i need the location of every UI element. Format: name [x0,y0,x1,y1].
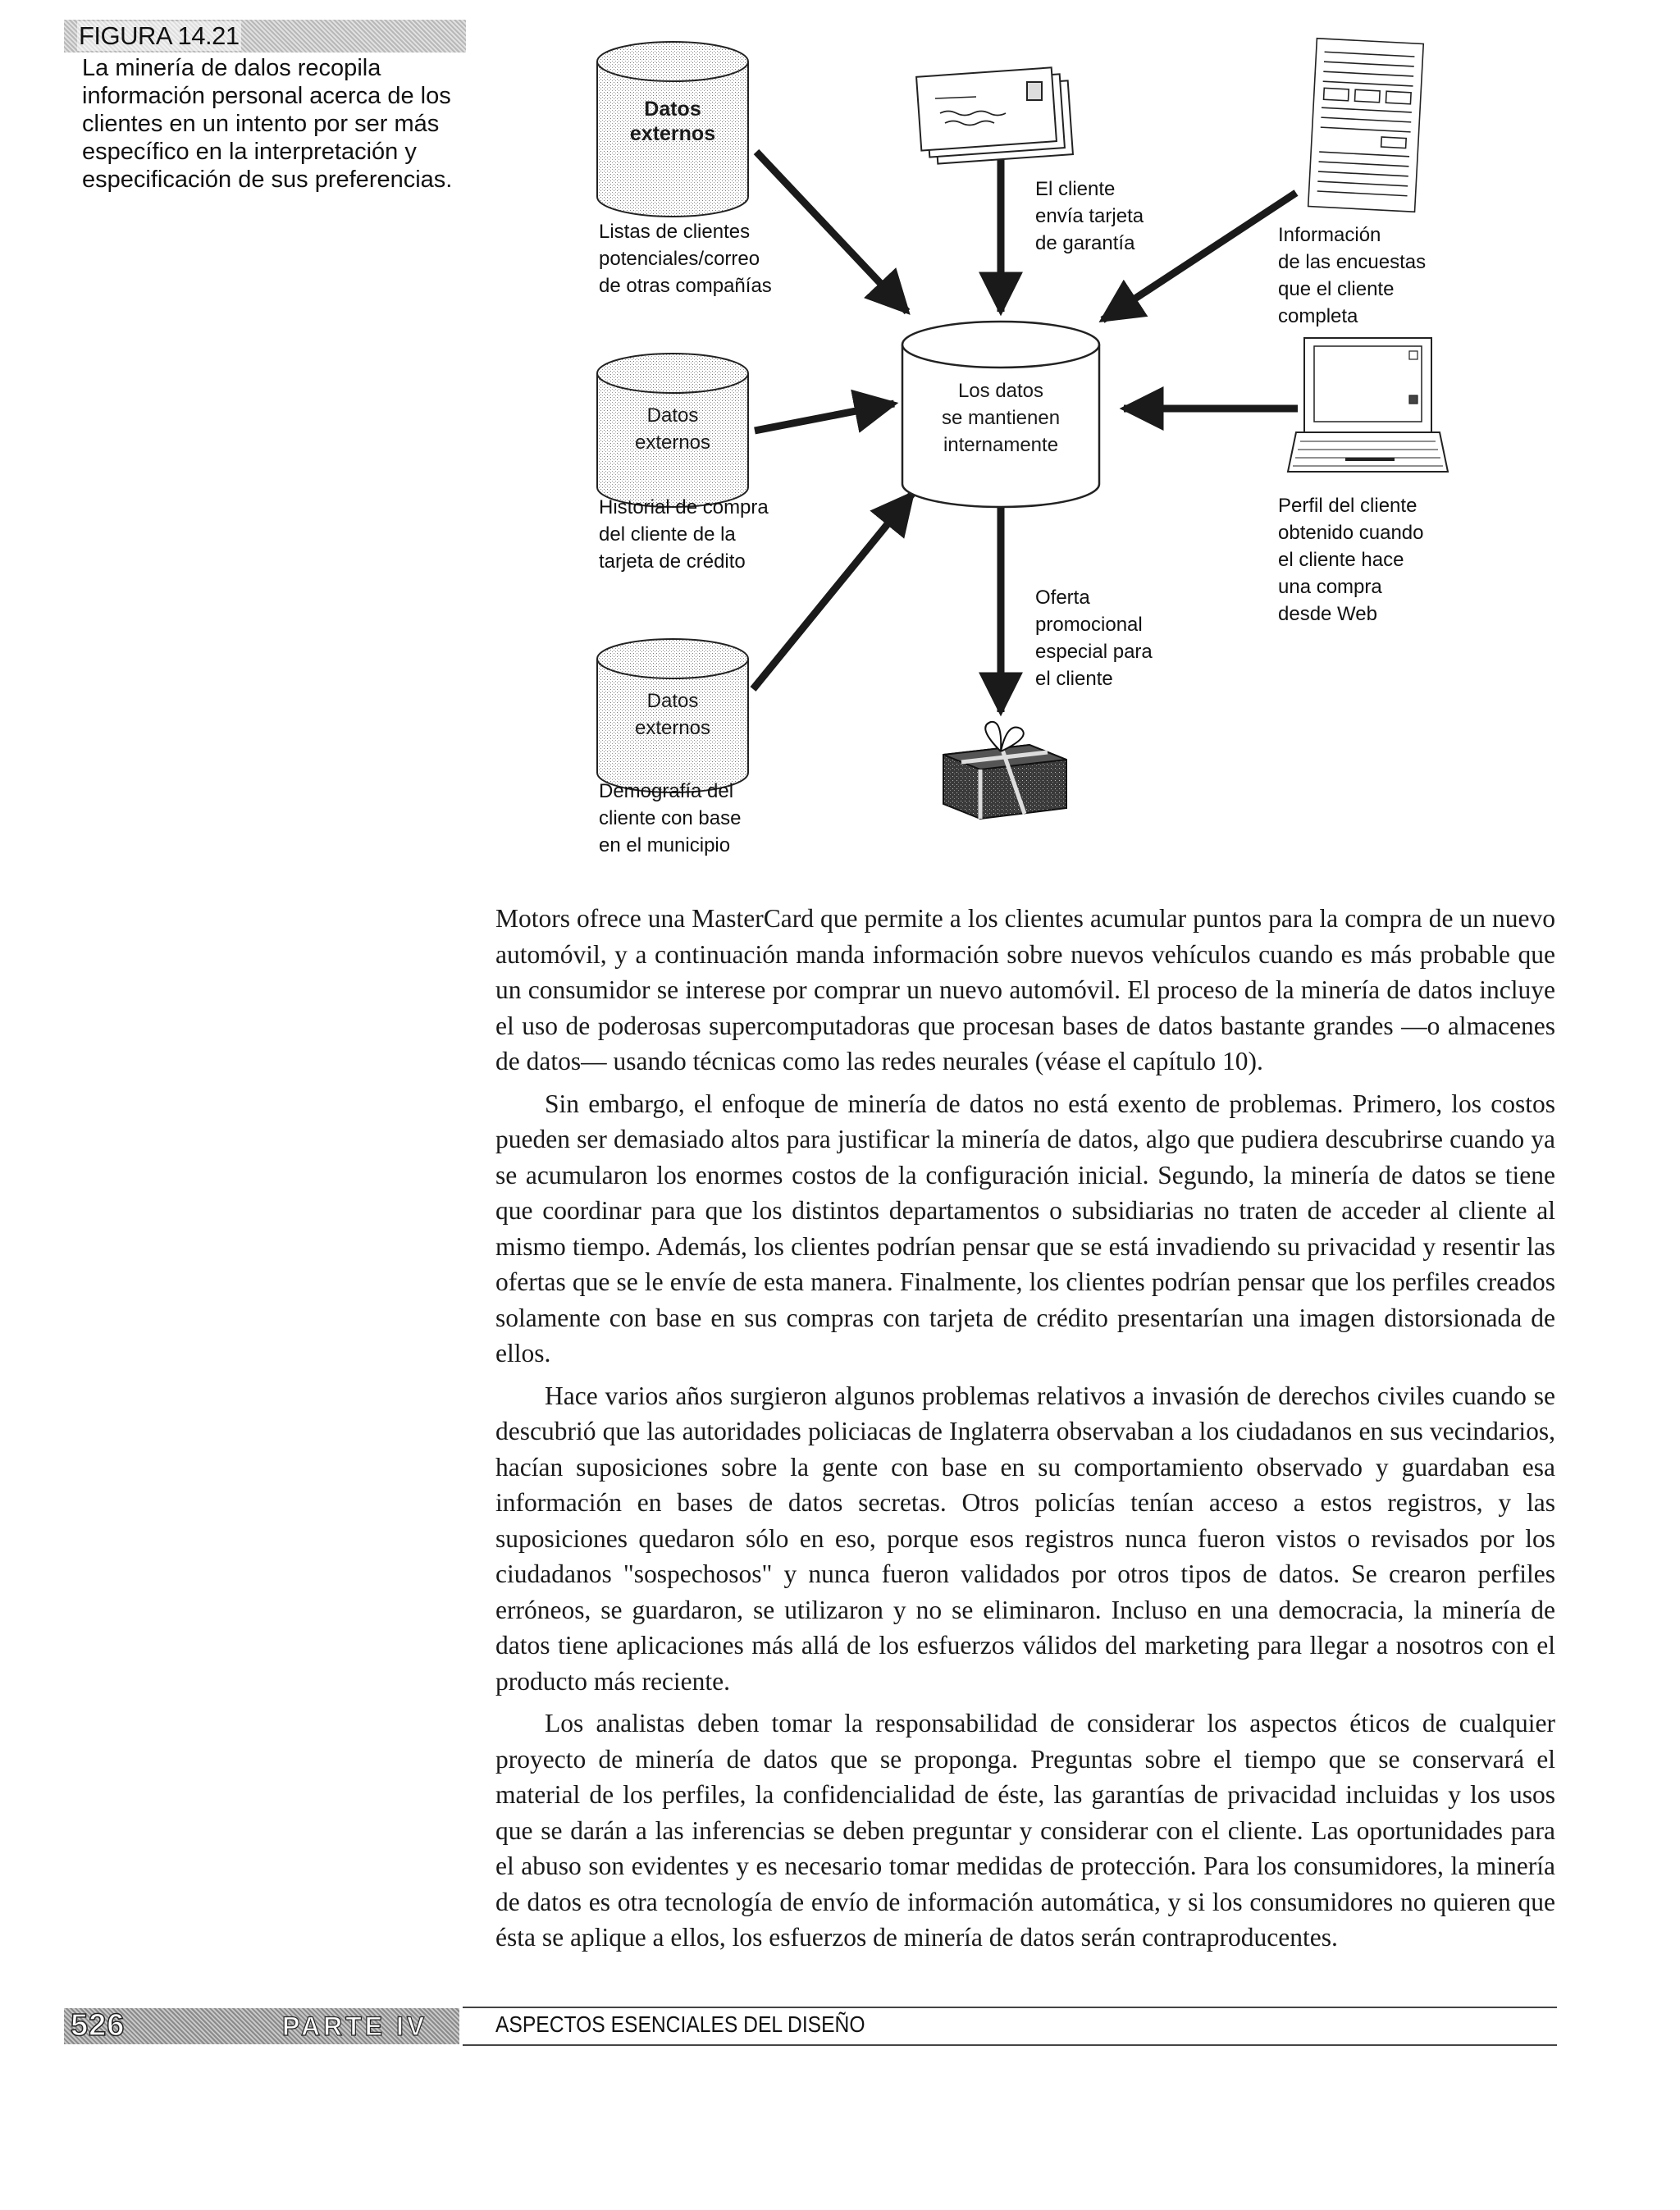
survey-caption-line-3: que el cliente [1278,278,1395,300]
web-profile-caption-line-4: una compra [1278,576,1382,598]
footer-rule-bottom [463,2044,1557,2046]
demography-caption [599,778,741,859]
warranty-caption-line-1: El cliente [1035,178,1116,200]
cylinder-2-label-line-2: externos [634,431,711,454]
cylinder-3-label-line-2: externos [634,717,711,739]
gift-icon [943,722,1066,819]
cylinder-2-label [597,402,748,456]
survey-form-icon [1308,39,1424,212]
warranty-caption-line-3: de garantía [1035,232,1135,254]
credit-history-caption [599,494,769,575]
arrow-credit-to-center [755,404,894,431]
web-profile-caption-line-2: obtenido cuando [1278,522,1424,544]
cylinder-3-label-line-1: Datos [646,690,699,712]
figure-caption: La minería de dalos recopila información personal acerca de los clientes en un intento por ser más específico en la interpretación y especificación de sus preferencias. [82,55,453,193]
web-profile-caption-line-3: el cliente hace [1278,549,1404,571]
web-profile-caption-line-5: desde Web [1278,603,1377,625]
footer-rule-top [463,2007,1557,2008]
credit-history-caption-line-2: del cliente de la [599,523,736,546]
cylinder-1-label-line-1: Datos [644,98,701,121]
lists-caption [599,218,772,299]
arrow-demography-to-center [753,494,912,689]
page-number: 526 [71,2008,126,2043]
arrow-lists-to-center [756,152,907,312]
paragraph-1: Motors ofrece una MasterCard que permite a los clientes acumular puntos para la compra de un nuevo automóvil, y a continuación manda información sobre nuevos vehículos cuando es más probable que un consumidor se interese por comprar un nuevo automóvil. El proceso de la minería de datos incluye el uso de poderosas supercomputadoras que procesan bases de datos bastante grandes —o almacenes de datos— usando técnicas como las redes neurales (véase el capítulo 10). [495,904,1555,1075]
lists-caption-line-2: potenciales/correo [599,248,760,270]
survey-caption [1278,221,1426,330]
figure-label-band [64,20,466,53]
paragraph-4: Los analistas deben tomar la responsabilidad de considerar los aspectos éticos de cualquier proyecto de minería de datos que se proponga. Preguntas sobre el tiempo que se conservará el material de los perfiles, la confidencialidad de éste, las garantías de privacidad incluidas y los usos que se darán a las inferencias se deben preguntar y considerar con el cliente. Las oportunidades para el abuso son evidentes y es necesario tomar medidas de protección. Para los consumidores, la minería de datos es otra tecnología de envío de información automática, y si los consumidores no quieren que ésta se aplique a ellos, los esfuerzos de minería de datos serán contraproducentes. [495,1709,1555,1952]
offer-caption-line-4: el cliente [1035,668,1113,690]
footer-band [64,2008,459,2044]
offer-caption [1035,584,1153,692]
demography-caption-line-1: Demografía del [599,780,734,802]
offer-caption-line-3: especial para [1035,641,1153,663]
internal-data-line-2: se mantienen [941,407,1061,429]
survey-caption-line-2: de las encuestas [1278,251,1427,273]
credit-history-caption-line-3: tarjeta de crédito [599,550,746,573]
internal-data-line-3: internamente [943,434,1059,456]
cylinder-2-label-line-1: Datos [646,404,699,427]
part-label: PARTE IV [282,2011,428,2041]
warranty-caption [1035,176,1144,257]
warranty-caption-line-2: envía tarjeta [1035,205,1144,227]
credit-history-caption-line-1: Historial de compra [599,496,769,518]
paragraph-3: Hace varios años surgieron algunos problemas relativos a invasión de derechos civiles cuando se descubrió que las autoridades policiacas de Inglaterra observaban a los ciudadanos en sus vecindarios, hacían suposiciones sobre la gente con base en su comportamiento observado y guardaban esa información en bases de datos secretas. Otros policías tenían acceso a estos registros, y las suposiciones quedaron sólo en eso, porque esos registros nunca fueron vistos o revisados por los ciudadanos "sospechosos" y nunca fueron validados por otros tipos de datos. Se crearon perfiles erróneos, se guardaron, se utilizaron y no se eliminaron. Incluso en una democracia, la minería de datos tiene aplicaciones más allá de los esfuerzos válidos del marketing para llegar a nosotros con el producto más reciente. [495,1381,1555,1696]
lists-caption-line-3: de otras compañías [599,275,772,297]
cylinder-3-label [597,687,748,742]
survey-caption-line-4: completa [1278,305,1358,327]
envelope-icon [916,67,1073,163]
laptop-icon [1288,338,1448,472]
body-text [495,901,1555,1962]
web-profile-caption [1278,492,1424,628]
internal-data-line-1: Los datos [957,380,1044,402]
figure-label: FIGURA 14.21 [79,21,240,50]
offer-caption-line-1: Oferta [1035,587,1090,609]
demography-caption-line-2: cliente con base [599,807,742,829]
cylinder-1-label [597,97,748,146]
web-profile-caption-line-1: Perfil del cliente [1278,495,1418,517]
offer-caption-line-2: promocional [1035,614,1143,636]
survey-caption-line-1: Información [1278,224,1381,246]
cylinder-1-label-line-2: externos [629,122,716,145]
data-mining-diagram [574,16,1460,870]
section-title: ASPECTOS ESENCIALES DEL DISEÑO [495,2011,865,2037]
paragraph-2: Sin embargo, el enfoque de minería de datos no está exento de problemas. Primero, los costos pueden ser demasiado altos para justificar la minería de datos, algo que pudiera descubrirse cuando ya se acumularon los enormes costos de la configuración inicial. Segundo, la minería de datos se tiene que coordinar para que los distintos departamentos o subsidiarias no traten de acceder al cliente al mismo tiempo. Además, los clientes podrían pensar que se está invadiendo su privacidad y resentir las ofertas que se le envíe de esta manera. Finalmente, los clientes podrían pensar que los perfiles creados solamente con base en sus compras con tarjeta de crédito presentarían una imagen distorsionada de ellos. [495,1089,1555,1368]
internal-data-label [902,377,1099,459]
lists-caption-line-1: Listas de clientes [599,221,751,243]
demography-caption-line-3: en el municipio [599,834,731,856]
